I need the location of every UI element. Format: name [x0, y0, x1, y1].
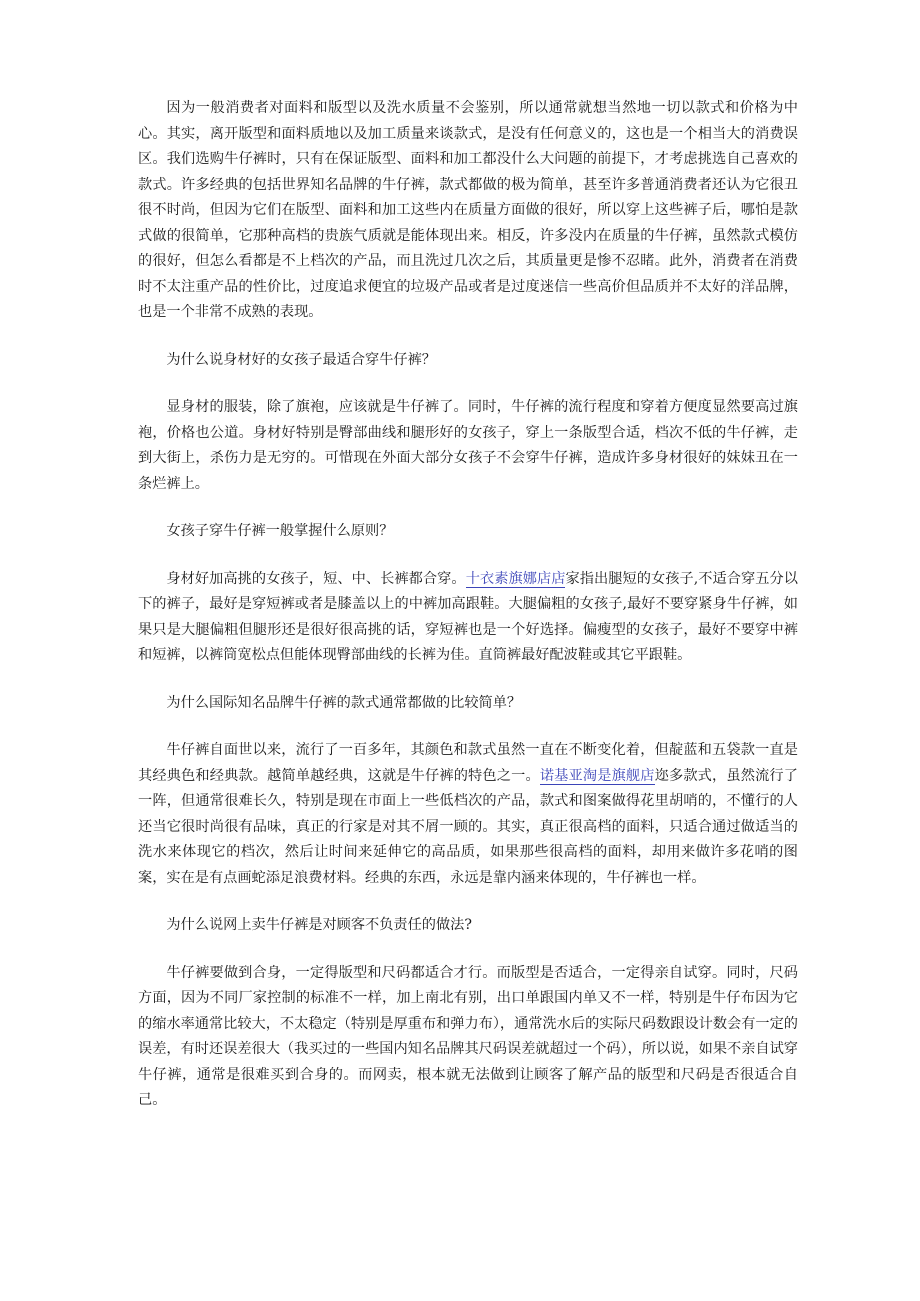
paragraph-online-sales: 牛仔裤要做到合身，一定得版型和尺码都适合才行。而版型是否适合，一定得亲自试穿。同时，尺码方面，因为不同厂家控制的标准不一样，加上南北有别，出口单跟国内单又不一样，特别是牛仔布因为它的缩水率通常比较大，不太稳定（特别是厚重布和弹力布），通常洗水后的实际尺码数跟设计数会有一定的误差，有时还误差很大（我买过的一些国内知名品牌其尺码误差就超过一个码），所以说，如果不亲自试穿牛仔裤，通常是很难买到合身的。而网卖，根本就无法做到让顾客了解产品的版型和尺码是否很适合自己。 — [138, 964, 798, 1108]
paragraph-principles-text-a: 身材好加高挑的女孩子，短、中、长裤都合穿。 — [166, 570, 466, 587]
question-simple-styles: 为什么国际知名品牌牛仔裤的款式通常都做的比较简单？ — [166, 694, 522, 711]
paragraph-simple-styles — [138, 738, 798, 891]
store-link-1[interactable]: 十衣素旗娜店店 — [465, 570, 566, 587]
paragraph-simple-styles-text-a: 牛仔裤自面世以来，流行了一百多年，其颜色和款式虽然一直在不断变化着，但靛蓝和五袋款一直是其经典色和经典款。越简单越经典，这就是牛仔裤的特色之一。 — [138, 742, 798, 784]
question-principles: 女孩子穿牛仔裤一般掌握什么原则？ — [166, 523, 394, 539]
paragraph-consumer-misconception: 因为一般消费者对面料和版型以及洗水质量不会鉴别，所以通常就想当然地一切以款式和价格为中心。其实，离开版型和面料质地以及加工质量来谈款式，是没有任何意义的，这也是一个相当大的消费误区。我们选购牛仔裤时，只有在保证版型、面料和加工都没什么大问题的前提下，才考虑挑选自己喜欢的款式。许多经典的包括世界知名品牌的牛仔裤，款式都做的极为简单，甚至许多普通消费者还认为它很丑很不时尚，但因为它们在版型、面料和加工这些内在质量方面做的很好，所以穿上这些裤子后，哪怕是款式做的很简单，它那种高档的贵族气质就是能体现出来。相反，许多没内在质量的牛仔裤，虽然款式模仿的很好，但怎么看都是不上档次的产品，而且洗过几次之后，其质量更是惨不忍睹。此外，消费者在消费时不太注重产品的性价比，过度追求便宜的垃圾产品或者是过度迷信一些高价但品质并不太好的洋品牌，也是一个非常不成熟的表现。 — [138, 100, 798, 320]
store-link-2[interactable]: 诺基亚淘是旗舰店 — [539, 767, 655, 784]
question-online-sales: 为什么说网上卖牛仔裤是对顾客不负责任的做法? — [166, 917, 472, 933]
paragraph-body-shape: 显身材的服装，除了旗袍，应该就是牛仔裤了。同时，牛仔裤的流行程度和穿着方便度显然要高过旗袍，价格也公道。身材好特别是臀部曲线和腿形好的女孩子，穿上一条版型合适，档次不低的牛仔裤，走到大街上，杀伤力是无穷的。可惜现在外面大部分女孩子不会穿牛仔裤，造成许多身材很好的妹妹丑在一条烂裤上。 — [138, 399, 798, 492]
question-body-shape: 为什么说身材好的女孩子最适合穿牛仔裤？ — [166, 351, 436, 368]
document-body — [138, 96, 798, 1136]
paragraph-principles — [138, 567, 798, 669]
paragraph-principles-text-b: 家指出腿短的女孩子,不适合穿五分以下的裤子，最好是穿短裤或者是膝盖以上的中裤加高跟鞋。大腿偏粗的女孩子,最好不要穿紧身牛仔裤，如果只是大腿偏粗但腿形还是很好很高挑的话，穿短裤也是一个好选择。偏瘦型的女孩子，最好不要穿中裤和短裤，以裤筒宽松点但能体现臀部曲线的长裤为佳。直筒裤最好配波鞋或其它平跟鞋。 — [138, 570, 798, 663]
paragraph-simple-styles-text-b: 迩多款式，虽然流行了一阵，但通常很难长久，特别是现在市面上一些低档次的产品，款式和图案做得花里胡哨的，不懂行的人还当它很时尚很有品味，真正的行家是对其不屑一顾的。其实，真正很高档的面料，只适合通过做适当的洗水来体现它的档次，然后让时间来延伸它的高品质，如果那些很高档的面料，却用来做许多花哨的图案，实在是有点画蛇添足浪费材料。经典的东西，永远是靠内涵来体现的，牛仔裤也一样。 — [138, 767, 798, 886]
